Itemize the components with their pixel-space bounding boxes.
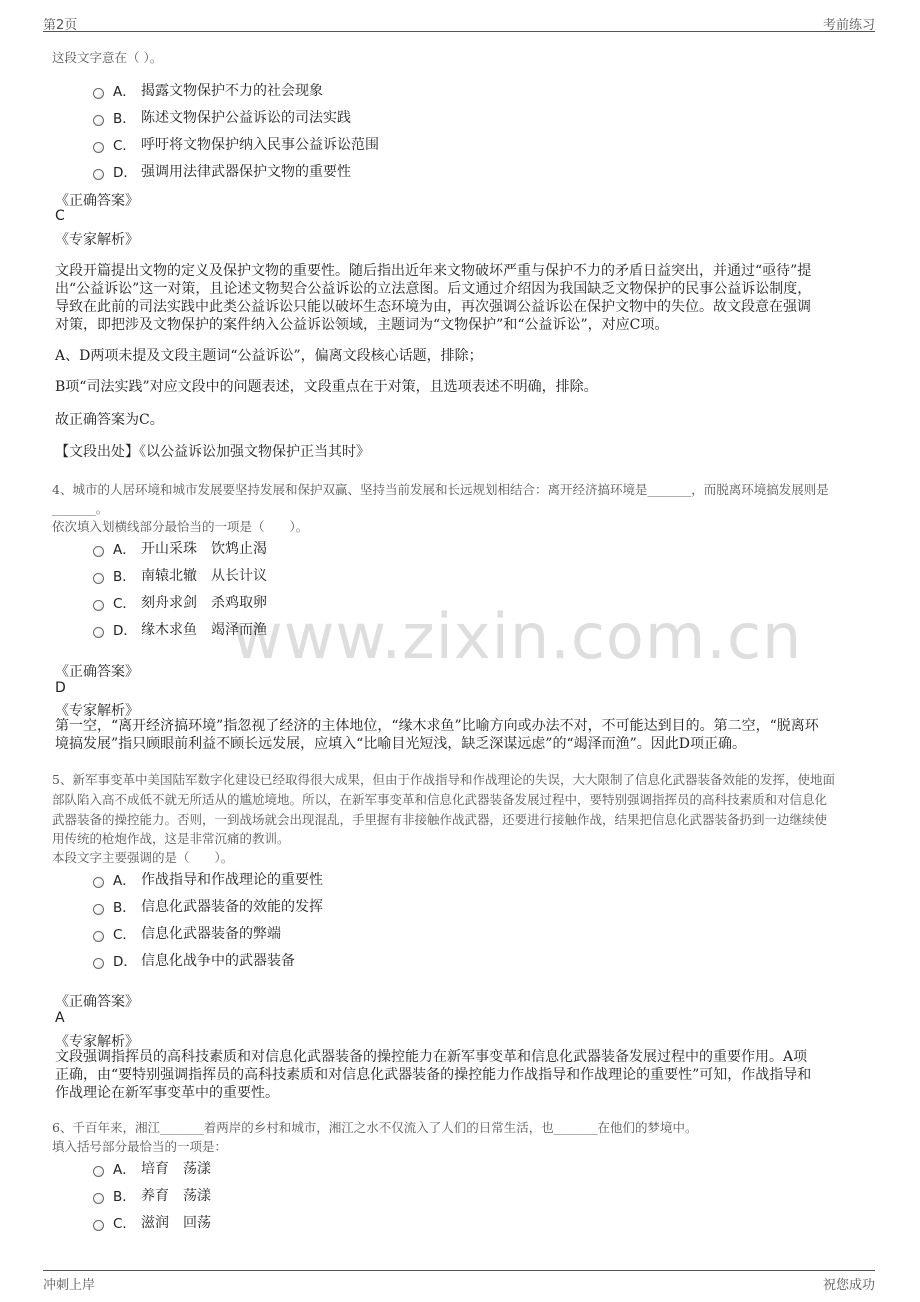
radio-icon[interactable] <box>93 169 104 180</box>
footer-right: 祝您成功 <box>822 1278 875 1293</box>
option-a[interactable]: A． 培育 荡漾 <box>93 1158 211 1178</box>
question-stem: 6、千百年来，湘江_______着两岸的乡村和城市，湘江之水不仅流入了人们的日常生活，也_______在他们的梦境中。 <box>52 1120 698 1135</box>
analysis-line: 作战理论在新军事变革中的重要性。 <box>55 1085 279 1101</box>
radio-icon[interactable] <box>93 573 104 584</box>
question-stem: 5、新军事变革中美国陆军数字化建设已经取得很大成果，但由于作战指导和作战理论的失误，大大限制了信息化武器装备效能的发挥，使地面 <box>52 772 835 787</box>
radio-icon[interactable] <box>93 1220 104 1231</box>
question-stem: 这段文字意在（ ）。 <box>52 50 163 65</box>
radio-icon[interactable] <box>93 931 104 942</box>
radio-icon[interactable] <box>93 1193 104 1204</box>
option-c[interactable]: C． 呼吁将文物保护纳入民事公益诉讼范围 <box>93 134 379 154</box>
analysis-label: 《专家解析》 <box>55 703 139 719</box>
option-c[interactable]: C． 刻舟求剑 杀鸡取卵 <box>93 592 267 612</box>
analysis-line: 文段开篇提出文物的定义及保护文物的重要性。随后指出近年来文物破坏严重与保护不力的矛盾日益突出，并通过“亟待”提 <box>55 263 812 279</box>
answer-value: A <box>55 1010 65 1026</box>
analysis-label: 《专家解析》 <box>55 232 139 248</box>
option-b[interactable]: B． 南辕北辙 从长计议 <box>93 565 267 585</box>
option-b[interactable]: B． 信息化武器装备的效能的发挥 <box>93 896 323 916</box>
option-a[interactable]: A． 作战指导和作战理论的重要性 <box>93 869 323 889</box>
page-number: 第2页 <box>43 18 78 33</box>
analysis-line: 对策，即把涉及文物保护的案件纳入公益诉讼领域，主题词为“文物保护”和“公益诉讼”，对应C项。 <box>55 317 669 333</box>
analysis-line: 正确，由“要特别强调指挥员的高科技素质和对信息化武器装备的操控能力作战指导和作战理论的重要性”可知，作战指导和 <box>55 1067 812 1083</box>
question-stem: 依次填入划横线部分最恰当的一项是（ ）。 <box>52 519 309 534</box>
answer-label: 《正确答案》 <box>55 193 139 209</box>
analysis-note: B项“司法实践”对应文段中的问题表述，文段重点在于对策，且选项表述不明确，排除。 <box>55 379 598 395</box>
analysis-note: A、D两项未提及文段主题词“公益诉讼”，偏离文段核心话题，排除； <box>55 348 483 364</box>
option-b[interactable]: B． 陈述文物保护公益诉讼的司法实践 <box>93 107 351 127</box>
source-citation: 【文段出处】《以公益诉讼加强文物保护正当其时》 <box>55 444 370 460</box>
question-stem: 填入括号部分最恰当的一项是： <box>52 1139 228 1154</box>
analysis-label: 《专家解析》 <box>55 1034 139 1050</box>
radio-icon[interactable] <box>93 546 104 557</box>
answer-label: 《正确答案》 <box>55 994 139 1010</box>
page-header <box>43 10 875 32</box>
radio-icon[interactable] <box>93 958 104 969</box>
footer-left: 冲刺上岸 <box>43 1278 96 1293</box>
analysis-line: 境搞发展”指只顾眼前利益不顾长远发展，应填入“比喻目光短浅，缺乏深谋远虑”的“竭泽而渔”。因此D项正确。 <box>55 736 747 752</box>
page-footer <box>43 1270 875 1296</box>
radio-icon[interactable] <box>93 115 104 126</box>
option-c[interactable]: C． 信息化武器装备的弊端 <box>93 923 281 943</box>
option-b[interactable]: B． 养育 荡漾 <box>93 1185 211 1205</box>
question-stem: _______。 <box>52 501 109 516</box>
option-d[interactable]: D． 强调用法律武器保护文物的重要性 <box>93 161 351 181</box>
answer-label: 《正确答案》 <box>55 664 139 680</box>
watermark: www.zixin.com.cn <box>232 600 803 673</box>
answer-value: D <box>55 680 66 696</box>
option-c[interactable]: C． 滋润 回荡 <box>93 1212 211 1232</box>
question-stem: 部队陷入高不成低不就无所适从的尴尬境地。所以，在新军事变革和信息化武器装备发展过程中，要特别强调指挥员的高科技素质和对信息化 <box>52 792 828 807</box>
option-d[interactable]: D． 信息化战争中的武器装备 <box>93 950 295 970</box>
analysis-line: 第一空，“离开经济搞环境”指忽视了经济的主体地位，“缘木求鱼”比喻方向或办法不对，不可能达到目的。第二空，“脱离环 <box>55 718 819 734</box>
question-stem: 4、城市的人居环境和城市发展要坚持发展和保护双赢、坚持当前发展和长远规划相结合：离开经济搞环境是_______，而脱离环境搞发展则是 <box>52 482 829 497</box>
question-stem: 本段文字主要强调的是（ ）。 <box>52 850 234 865</box>
radio-icon[interactable] <box>93 627 104 638</box>
radio-icon[interactable] <box>93 877 104 888</box>
analysis-line: 文段强调指挥员的高科技素质和对信息化武器装备的操控能力在新军事变革和信息化武器装备发展过程中的重要作用。A项 <box>55 1049 808 1065</box>
header-title: 考前练习 <box>822 18 875 33</box>
analysis-line: 导致在此前的司法实践中此类公益诉讼只能以破坏生态环境为由，再次强调公益诉讼在保护文物中的失位。故文段意在强调 <box>55 299 811 315</box>
option-d[interactable]: D． 缘木求鱼 竭泽而渔 <box>93 619 267 639</box>
option-a[interactable]: A． 揭露文物保护不力的社会现象 <box>93 80 323 100</box>
answer-value: C <box>55 208 65 224</box>
analysis-note: 故正确答案为C。 <box>55 412 164 428</box>
question-stem: 用传统的枪炮作战，这是非常沉痛的教训。 <box>52 831 290 846</box>
option-a[interactable]: A． 开山采珠 饮鸩止渴 <box>93 538 267 558</box>
radio-icon[interactable] <box>93 600 104 611</box>
question-stem: 武器装备的操控能力。否则，一到战场就会出现混乱，手里握有非接触作战武器，还要进行接触作战，结果把信息化武器装备扔到一边继续使 <box>52 812 828 827</box>
analysis-line: 出“公益诉讼”这一对策，且论述文物契合公益诉讼的立法意图。后文通过介绍因为我国缺乏文物保护的民事公益诉讼制度， <box>55 281 812 297</box>
radio-icon[interactable] <box>93 88 104 99</box>
radio-icon[interactable] <box>93 1166 104 1177</box>
radio-icon[interactable] <box>93 904 104 915</box>
radio-icon[interactable] <box>93 142 104 153</box>
